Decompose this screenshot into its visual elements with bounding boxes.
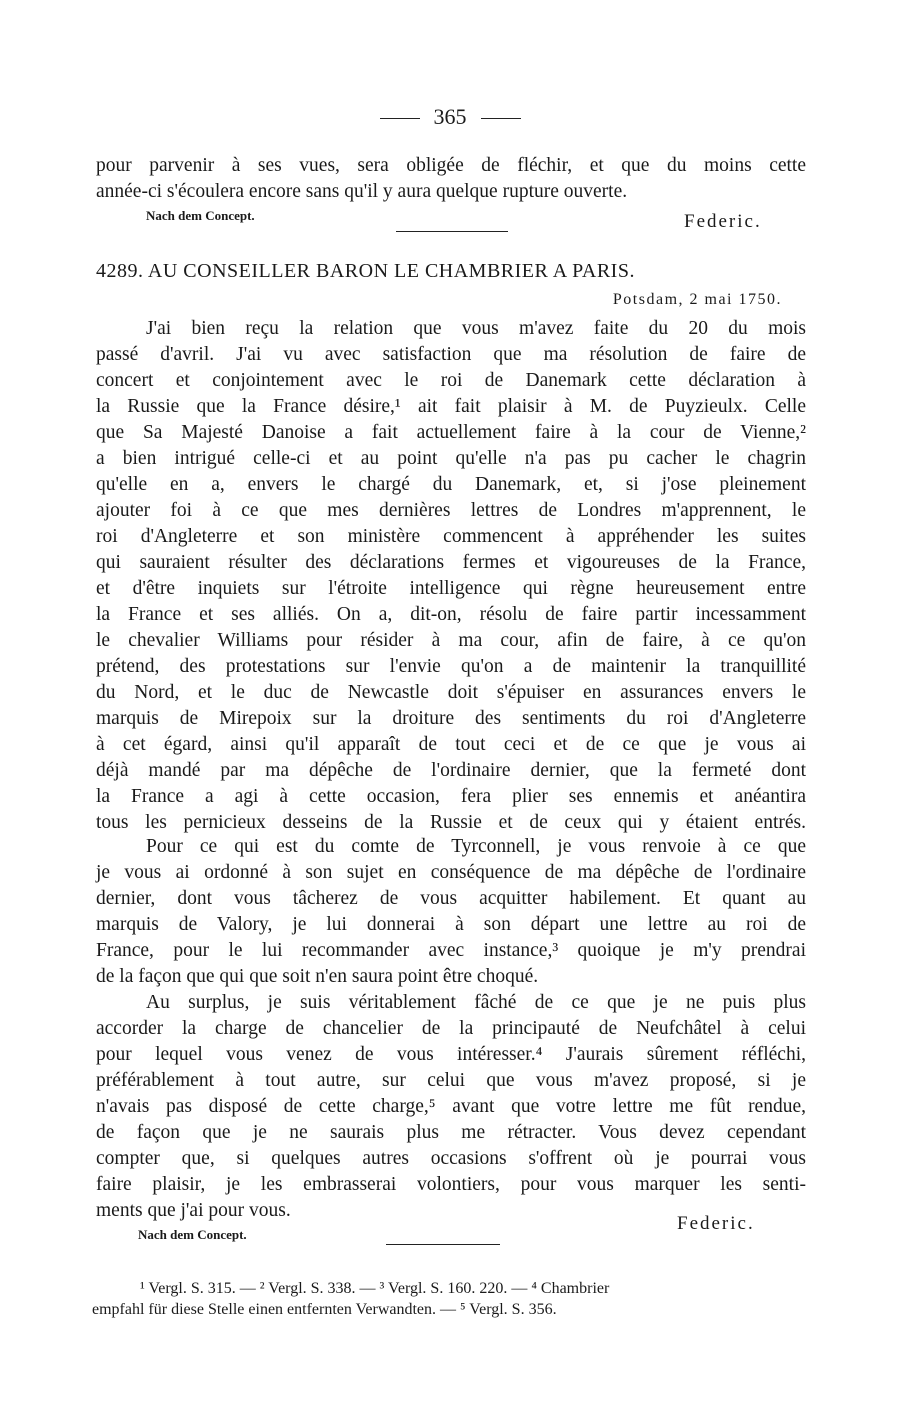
body-line: passé d'avril. J'ai vu avec satisfaction que ma résolution de faire de bbox=[96, 344, 806, 365]
body-line: à cet égard, ainsi qu'il apparaît de tout ceci et de ce que je vous ai bbox=[96, 734, 806, 755]
prev-signature: Federic. bbox=[684, 211, 762, 232]
body-line: accorder la charge de chancelier de la principauté de Neufchâtel à celui bbox=[96, 1018, 806, 1039]
body-line: concert et conjointement avec le roi de Danemark cette déclaration à bbox=[96, 370, 806, 391]
body-line: a bien intrigué celle-ci et au point qu'elle n'a pas pu cacher le chagrin bbox=[96, 448, 806, 469]
body-line: tous les pernicieux desseins de la Russie et de ceux qui y étaient entrés. bbox=[96, 812, 806, 833]
body-line: ments que j'ai pour vous. bbox=[96, 1200, 291, 1221]
body-line: dernier, dont vous tâcherez de vous acquitter habilement. Et quant au bbox=[96, 888, 806, 909]
prev-source-note: Nach dem Concept. bbox=[146, 208, 255, 223]
body-line: qui sauraient résulter des déclarations fermes et vigoureuses de la France, bbox=[96, 552, 806, 573]
page-number-dash-left bbox=[380, 118, 420, 119]
body-line: Pour ce qui est du comte de Tyrconnell, je vous renvoie à ce que bbox=[146, 836, 806, 857]
body-line: prétend, des protestations sur l'envie qu'on a de maintenir la tranquillité bbox=[96, 656, 806, 677]
body-line: France, pour le lui recommander avec instance,³ quoique je m'y prendrai bbox=[96, 940, 806, 961]
footnote-line: ¹ Vergl. S. 315. — ² Vergl. S. 338. — ³ Vergl. S. 160. 220. — ⁴ Chambrier bbox=[140, 1280, 610, 1297]
body-line: la Russie que la France désire,¹ ait fait plaisir à M. de Puyzieulx. Celle bbox=[96, 396, 806, 417]
body-line: roi d'Angleterre et son ministère commencent à appréhender les suites bbox=[96, 526, 806, 547]
body-line: je vous ai ordonné à son sujet en conséquence de ma dépêche de l'ordinaire bbox=[96, 862, 806, 883]
body-line: faire plaisir, je les embrasserai volontiers, pour vous marquer les senti- bbox=[96, 1174, 806, 1195]
body-line: la France et ses alliés. On a, dit-on, résolu de faire partir incessamment bbox=[96, 604, 806, 625]
body-line: ajouter foi à ce que mes dernières lettres de Londres m'apprennent, le bbox=[96, 500, 806, 521]
letter-source-note: Nach dem Concept. bbox=[138, 1227, 247, 1242]
prev-letter-line: pour parvenir à ses vues, sera obligée de fléchir, et que du moins cette bbox=[96, 155, 806, 176]
body-line: du Nord, et le duc de Newcastle doit s'épuiser en assurances envers le bbox=[96, 682, 806, 703]
letter-signature: Federic. bbox=[677, 1213, 755, 1234]
letter-heading: 4289. AU CONSEILLER BARON LE CHAMBRIER A PARIS. bbox=[96, 260, 635, 282]
body-line: déjà mandé par ma dépêche de l'ordinaire dernier, que la fermeté dont bbox=[96, 760, 806, 781]
page-number bbox=[0, 104, 900, 130]
prev-letter-line: année-ci s'écoulera encore sans qu'il y aura quelque rupture ouverte. bbox=[96, 181, 628, 202]
body-line: J'ai bien reçu la relation que vous m'avez faite du 20 du mois bbox=[146, 318, 806, 339]
body-line: de façon que je ne saurais plus me rétracter. Vous devez cependant bbox=[96, 1122, 806, 1143]
body-line: n'avais pas disposé de cette charge,⁵ avant que votre lettre me fût rendue, bbox=[96, 1096, 806, 1117]
body-line: qu'elle en a, envers le chargé du Danemark, et, si j'ose pleinement bbox=[96, 474, 806, 495]
page-number-dash-right bbox=[481, 118, 521, 119]
body-line: le chevalier Williams pour résider à ma cour, afin de faire, à ce qu'on bbox=[96, 630, 806, 651]
body-line: préférablement à tout autre, sur celui que vous m'avez proposé, si je bbox=[96, 1070, 806, 1091]
letter-dateline: Potsdam, 2 mai 1750. bbox=[612, 291, 782, 308]
page-number-text: 365 bbox=[433, 104, 467, 129]
body-line: de la façon que qui que soit n'en saura point être choqué. bbox=[96, 966, 539, 987]
body-line: marquis de Mirepoix sur la droiture des sentiments du roi d'Angleterre bbox=[96, 708, 806, 729]
body-line: et d'être inquiets sur l'étroite intelligence qui règne heureusement entre bbox=[96, 578, 806, 599]
separator-rule bbox=[396, 231, 508, 232]
footnote-line: empfahl für diese Stelle einen entfernten Verwandten. — ⁵ Vergl. S. 356. bbox=[92, 1301, 557, 1318]
body-line: marquis de Valory, je lui donnerai à son départ une lettre au roi de bbox=[96, 914, 806, 935]
body-line: pour lequel vous venez de vous intéresser.⁴ J'aurais sûrement réfléchi, bbox=[96, 1044, 806, 1065]
body-line: compter que, si quelques autres occasions s'offrent où je pourrai vous bbox=[96, 1148, 806, 1169]
body-line: que Sa Majesté Danoise a fait actuellement faire à la cour de Vienne,² bbox=[96, 422, 806, 443]
body-line: Au surplus, je suis véritablement fâché de ce que je ne puis plus bbox=[146, 992, 806, 1013]
separator-rule bbox=[386, 1244, 500, 1245]
body-line: la France a agi à cette occasion, fera plier ses ennemis et anéantira bbox=[96, 786, 806, 807]
